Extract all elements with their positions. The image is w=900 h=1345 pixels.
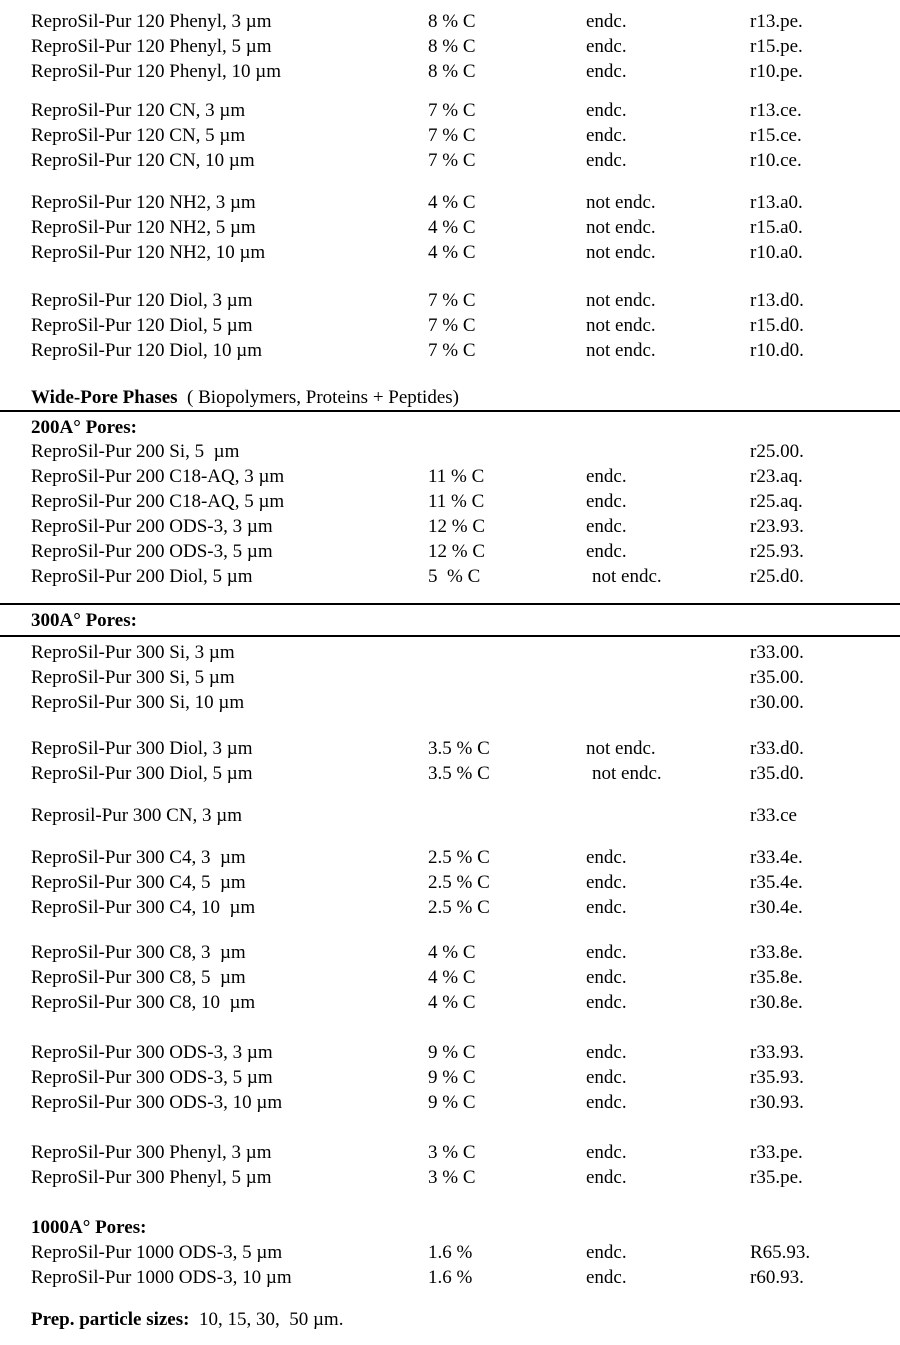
endcapping: not endc. (592, 763, 662, 784)
section-300-heading (31, 608, 137, 633)
order-code: r13.d0. (750, 290, 804, 311)
order-code: r13.a0. (750, 192, 803, 213)
endcapping: not endc. (586, 290, 656, 311)
carbon-load: 9 % C (428, 1092, 476, 1113)
product-name: ReproSil-Pur 120 NH2, 5 µm (31, 217, 256, 238)
order-code: r60.93. (750, 1267, 804, 1288)
order-code: r10.a0. (750, 242, 803, 263)
order-code: r35.d0. (750, 763, 804, 784)
divider (0, 410, 900, 412)
carbon-load: 8 % C (428, 11, 476, 32)
table-row (0, 98, 900, 123)
order-code: r10.ce. (750, 150, 802, 171)
endcapping: endc. (586, 1092, 627, 1113)
order-code: r30.00. (750, 692, 804, 713)
product-name: ReproSil-Pur 120 CN, 3 µm (31, 100, 246, 121)
endcapping: not endc. (586, 315, 656, 336)
product-name: ReproSil-Pur 300 Si, 3 µm (31, 642, 235, 663)
table-row (0, 34, 900, 59)
carbon-load: 8 % C (428, 61, 476, 82)
product-name: ReproSil-Pur 200 C18-AQ, 5 µm (31, 491, 285, 512)
carbon-load: 7 % C (428, 290, 476, 311)
carbon-load: 4 % C (428, 992, 476, 1013)
endcapping: endc. (586, 992, 627, 1013)
table-row (0, 489, 900, 514)
carbon-load: 1.6 % (428, 1242, 473, 1263)
order-code: r33.4e. (750, 847, 803, 868)
endcapping: not endc. (592, 566, 662, 587)
table-row (0, 313, 900, 338)
carbon-load: 9 % C (428, 1042, 476, 1063)
divider (0, 603, 900, 605)
order-code: r33.ce (750, 805, 797, 826)
product-name: ReproSil-Pur 120 NH2, 10 µm (31, 242, 266, 263)
table-row (0, 59, 900, 84)
endcapping: endc. (586, 897, 627, 918)
product-name: ReproSil-Pur 300 ODS-3, 10 µm (31, 1092, 283, 1113)
table-row (0, 870, 900, 895)
product-name: ReproSil-Pur 200 Diol, 5 µm (31, 566, 253, 587)
order-code: r23.93. (750, 516, 804, 537)
table-row (0, 845, 900, 870)
product-name: ReproSil-Pur 120 Phenyl, 5 µm (31, 36, 272, 57)
endcapping: not endc. (586, 340, 656, 361)
table-row (0, 1240, 900, 1265)
product-name: ReproSil-Pur 120 Phenyl, 10 µm (31, 61, 282, 82)
carbon-load: 7 % C (428, 315, 476, 336)
section-1000-heading (31, 1215, 146, 1240)
carbon-load: 4 % C (428, 217, 476, 238)
carbon-load: 3.5 % C (428, 763, 490, 784)
product-name: ReproSil-Pur 200 C18-AQ, 3 µm (31, 466, 285, 487)
endcapping: not endc. (586, 242, 656, 263)
order-code: r35.00. (750, 667, 804, 688)
order-code: r33.93. (750, 1042, 804, 1063)
endcapping: endc. (586, 847, 627, 868)
endcapping: endc. (586, 1167, 627, 1188)
order-code: r25.00. (750, 441, 804, 462)
endcapping: endc. (586, 11, 627, 32)
order-code: r10.pe. (750, 61, 803, 82)
order-code: r33.d0. (750, 738, 804, 759)
carbon-load: 12 % C (428, 541, 485, 562)
product-name: ReproSil-Pur 120 CN, 5 µm (31, 125, 246, 146)
table-row (0, 123, 900, 148)
product-name: Reprosil-Pur 300 CN, 3 µm (31, 805, 242, 826)
table-row (0, 514, 900, 539)
endcapping: endc. (586, 872, 627, 893)
table-row (0, 288, 900, 313)
endcapping: endc. (586, 100, 627, 121)
prep-sizes-value: 10, 15, 30, 50 µm. (189, 1309, 344, 1330)
product-name: ReproSil-Pur 120 Diol, 10 µm (31, 340, 263, 361)
carbon-load: 2.5 % C (428, 872, 490, 893)
order-code: r25.aq. (750, 491, 803, 512)
carbon-load: 4 % C (428, 942, 476, 963)
order-code: r23.aq. (750, 466, 803, 487)
order-code: r25.d0. (750, 566, 804, 587)
table-row (0, 1065, 900, 1090)
carbon-load: 7 % C (428, 100, 476, 121)
product-name: ReproSil-Pur 300 C8, 3 µm (31, 942, 246, 963)
carbon-load: 2.5 % C (428, 897, 490, 918)
order-code: r35.pe. (750, 1167, 803, 1188)
table-row (0, 439, 900, 464)
carbon-load: 12 % C (428, 516, 485, 537)
order-code: r35.93. (750, 1067, 804, 1088)
table-row (0, 148, 900, 173)
order-code: r33.00. (750, 642, 804, 663)
product-name: ReproSil-Pur 300 Phenyl, 3 µm (31, 1142, 272, 1163)
order-code: r10.d0. (750, 340, 804, 361)
table-row (0, 240, 900, 265)
table-row (0, 895, 900, 920)
table-row (0, 1265, 900, 1290)
carbon-load: 5 % C (428, 566, 481, 587)
carbon-load: 7 % C (428, 125, 476, 146)
carbon-load: 9 % C (428, 1067, 476, 1088)
endcapping: endc. (586, 541, 627, 562)
prep-sizes-label: Prep. particle sizes: (31, 1309, 190, 1330)
product-name: ReproSil-Pur 300 Si, 10 µm (31, 692, 245, 713)
order-code: r35.8e. (750, 967, 803, 988)
endcapping: not endc. (586, 192, 656, 213)
order-code: r33.8e. (750, 942, 803, 963)
table-row (0, 940, 900, 965)
carbon-load: 4 % C (428, 242, 476, 263)
product-name: ReproSil-Pur 120 Phenyl, 3 µm (31, 11, 272, 32)
product-name: ReproSil-Pur 120 CN, 10 µm (31, 150, 255, 171)
product-name: ReproSil-Pur 300 C8, 10 µm (31, 992, 256, 1013)
endcapping: not endc. (586, 217, 656, 238)
carbon-load: 3 % C (428, 1167, 476, 1188)
carbon-load: 4 % C (428, 967, 476, 988)
carbon-load: 7 % C (428, 340, 476, 361)
endcapping: endc. (586, 1267, 627, 1288)
carbon-load: 7 % C (428, 150, 476, 171)
table-row (0, 9, 900, 34)
carbon-load: 2.5 % C (428, 847, 490, 868)
prep-sizes-line (31, 1307, 343, 1332)
order-code: r33.pe. (750, 1142, 803, 1163)
product-name: ReproSil-Pur 300 Diol, 3 µm (31, 738, 253, 759)
endcapping: endc. (586, 491, 627, 512)
product-name: ReproSil-Pur 200 ODS-3, 5 µm (31, 541, 273, 562)
carbon-load: 1.6 % (428, 1267, 473, 1288)
carbon-load: 4 % C (428, 192, 476, 213)
table-row (0, 1040, 900, 1065)
endcapping: endc. (586, 125, 627, 146)
wide-pore-subtitle: ( Biopolymers, Proteins + Peptides) (177, 387, 459, 408)
section-200-heading (31, 415, 137, 440)
endcapping: endc. (586, 1067, 627, 1088)
product-name: ReproSil-Pur 120 Diol, 3 µm (31, 290, 253, 311)
table-row (0, 215, 900, 240)
order-code: r35.4e. (750, 872, 803, 893)
endcapping: endc. (586, 942, 627, 963)
endcapping: endc. (586, 36, 627, 57)
product-name: ReproSil-Pur 300 ODS-3, 3 µm (31, 1042, 273, 1063)
table-row (0, 464, 900, 489)
order-code: r13.ce. (750, 100, 802, 121)
table-row (0, 665, 900, 690)
wide-pore-heading (31, 385, 459, 410)
endcapping: endc. (586, 516, 627, 537)
endcapping: endc. (586, 466, 627, 487)
order-code: r15.d0. (750, 315, 804, 336)
order-code: r30.4e. (750, 897, 803, 918)
order-code: r30.8e. (750, 992, 803, 1013)
table-row (0, 190, 900, 215)
order-code: R65.93. (750, 1242, 811, 1263)
table-row (0, 564, 900, 589)
endcapping: endc. (586, 1042, 627, 1063)
product-name: ReproSil-Pur 1000 ODS-3, 10 µm (31, 1267, 292, 1288)
endcapping: not endc. (586, 738, 656, 759)
product-name: ReproSil-Pur 300 Si, 5 µm (31, 667, 235, 688)
table-row (0, 690, 900, 715)
product-name: ReproSil-Pur 300 C8, 5 µm (31, 967, 246, 988)
table-row (0, 761, 900, 786)
product-name: ReproSil-Pur 300 ODS-3, 5 µm (31, 1067, 273, 1088)
product-name: ReproSil-Pur 300 Diol, 5 µm (31, 763, 253, 784)
product-name: ReproSil-Pur 300 Phenyl, 5 µm (31, 1167, 272, 1188)
order-code: r15.a0. (750, 217, 803, 238)
endcapping: endc. (586, 1142, 627, 1163)
order-code: r15.ce. (750, 125, 802, 146)
endcapping: endc. (586, 150, 627, 171)
section-200-title: 200A° Pores: (31, 417, 137, 438)
carbon-load: 8 % C (428, 36, 476, 57)
table-row (0, 1140, 900, 1165)
table-row (0, 736, 900, 761)
endcapping: endc. (586, 61, 627, 82)
carbon-load: 3.5 % C (428, 738, 490, 759)
product-name: ReproSil-Pur 200 Si, 5 µm (31, 441, 240, 462)
table-row (0, 965, 900, 990)
table-row (0, 1090, 900, 1115)
product-name: ReproSil-Pur 300 C4, 3 µm (31, 847, 246, 868)
section-300-title: 300A° Pores: (31, 610, 137, 631)
product-name: ReproSil-Pur 1000 ODS-3, 5 µm (31, 1242, 283, 1263)
order-code: r13.pe. (750, 11, 803, 32)
table-row (0, 640, 900, 665)
order-code: r25.93. (750, 541, 804, 562)
product-name: ReproSil-Pur 120 NH2, 3 µm (31, 192, 256, 213)
table-row (0, 539, 900, 564)
product-name: ReproSil-Pur 120 Diol, 5 µm (31, 315, 253, 336)
carbon-load: 11 % C (428, 466, 485, 487)
endcapping: endc. (586, 967, 627, 988)
order-code: r15.pe. (750, 36, 803, 57)
divider (0, 635, 900, 637)
carbon-load: 11 % C (428, 491, 485, 512)
wide-pore-title: Wide-Pore Phases (31, 387, 178, 408)
carbon-load: 3 % C (428, 1142, 476, 1163)
endcapping: endc. (586, 1242, 627, 1263)
order-code: r30.93. (750, 1092, 804, 1113)
product-name: ReproSil-Pur 300 C4, 10 µm (31, 897, 256, 918)
product-name: ReproSil-Pur 300 C4, 5 µm (31, 872, 246, 893)
table-row (0, 990, 900, 1015)
table-row (0, 1165, 900, 1190)
table-row (0, 338, 900, 363)
product-name: ReproSil-Pur 200 ODS-3, 3 µm (31, 516, 273, 537)
table-row (0, 803, 900, 828)
section-1000-title: 1000A° Pores: (31, 1217, 147, 1238)
